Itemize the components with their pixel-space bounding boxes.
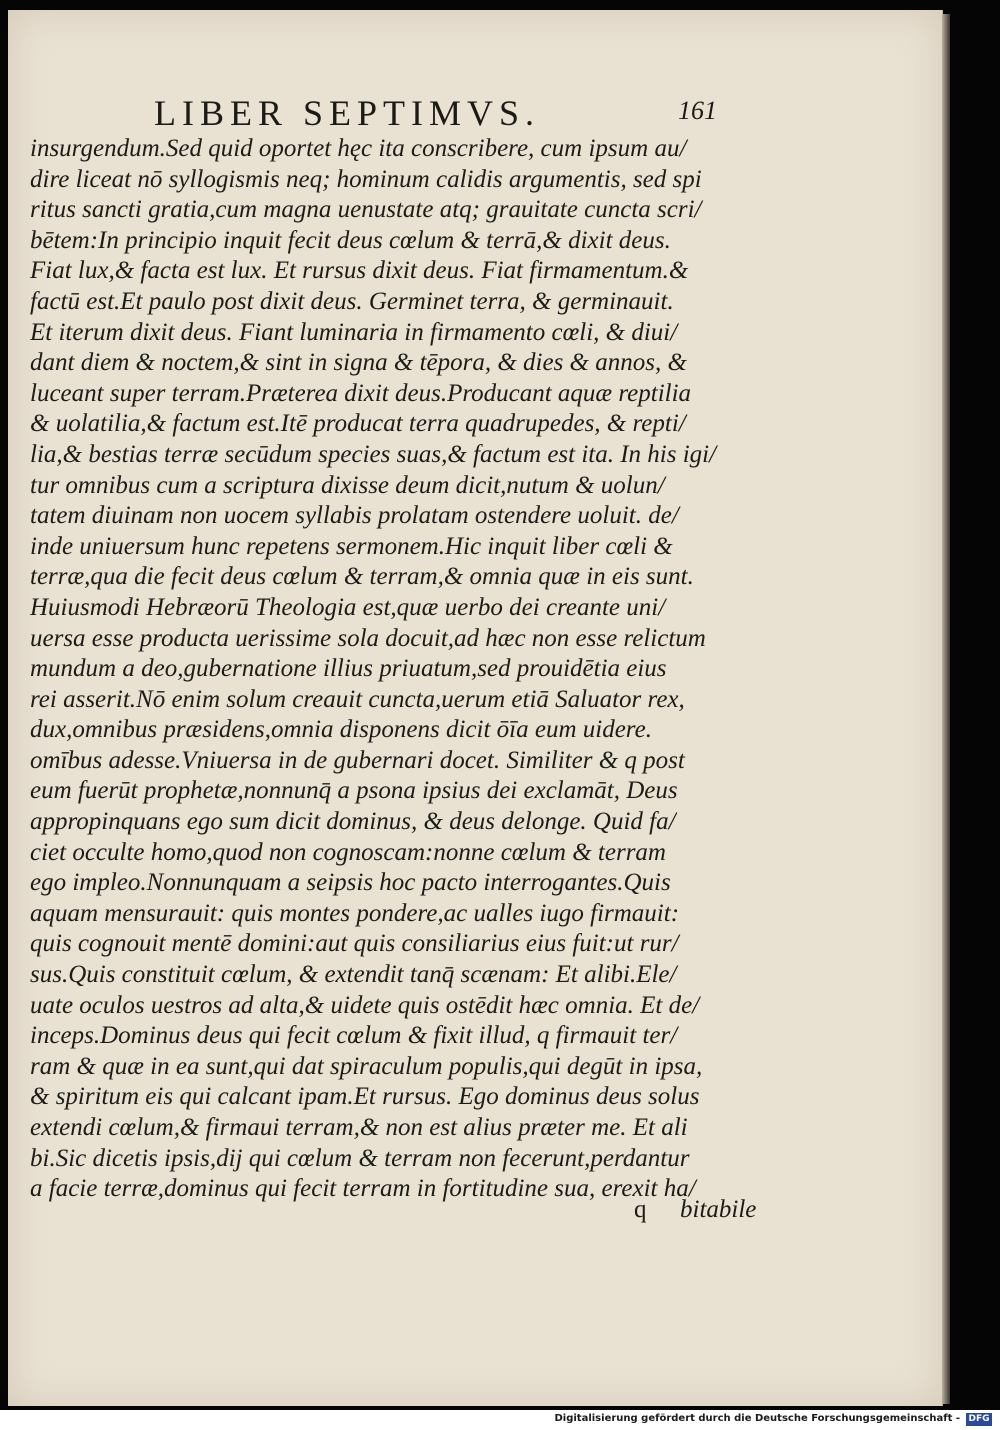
footer-credit: Digitalisierung gefördert durch die Deutsche Forschungsgemeinschaft -	[554, 1413, 960, 1424]
text-line: a facie terræ,dominus qui fecit terram in fortitudine sua, erexit ha/	[30, 1175, 696, 1203]
text-line: ego impleo.Nonnunquam a seipsis hoc pacto interrogantes.Quis	[30, 869, 671, 897]
signature-mark: q	[634, 1196, 647, 1223]
text-line: dire liceat nō syllogismis neq; hominum calidis argumentis, sed spi	[30, 165, 702, 193]
text-line: tatem diuinam non uocem syllabis prolatam ostendere uoluit. de/	[30, 502, 679, 530]
page-header	[8, 92, 942, 132]
text-line: & spiritum eis qui calcant ipam.Et rursus. Ego dominus deus solus	[30, 1083, 700, 1111]
text-line: uersa esse producta uerissime sola docuit,ad hæc non esse relictum	[30, 624, 706, 652]
text-line: Fiat lux,& facta est lux. Et rursus dixit deus. Fiat firmamentum.&	[30, 257, 689, 285]
text-line: terræ,qua die fecit deus cœlum & terram,& omnia quæ in eis sunt.	[30, 563, 694, 591]
text-line: dant diem & noctem,& sint in signa & tēpora, & dies & annos, &	[30, 349, 687, 377]
dfg-logo: DFG	[966, 1413, 992, 1426]
text-line: omībus adesse.Vniuersa in de gubernari docet. Similiter & q post	[30, 746, 685, 774]
text-line: inceps.Dominus deus qui fecit cœlum & fixit illud, q firmauit ter/	[30, 1022, 678, 1050]
text-line: ram & quæ in ea sunt,qui dat spiraculum populis,qui degūt in ipsa,	[30, 1052, 703, 1080]
text-line: Huiusmodi Hebræorū Theologia est,quæ uerbo dei creante uni/	[30, 593, 666, 621]
text-block	[30, 134, 770, 1205]
text-line: Et iterum dixit deus. Fiant luminaria in firmamento cœli, & diui/	[30, 318, 678, 346]
running-head: LIBER SEPTIMVS.	[154, 93, 541, 133]
text-line: tur omnibus cum a scriptura dixisse deum dicit,nutum & uolun/	[30, 471, 665, 499]
text-line: eum fuerūt prophetæ,nonnunq̄ a psona ipsius dei exclamāt, Deus	[30, 777, 678, 805]
text-line: extendi cœlum,& firmaui terram,& non est alius præter me. Et ali	[30, 1114, 688, 1141]
text-line: uate oculos uestros ad alta,& uidete quis ostēdit hæc omnia. Et de/	[30, 991, 700, 1019]
book-page	[8, 10, 943, 1406]
text-line: aquam mensurauit: quis montes pondere,ac ualles iugo firmauit:	[30, 899, 680, 927]
text-line: luceant super terram.Præterea dixit deus.Producant aquæ reptilia	[30, 379, 692, 407]
text-line: bētem:In principio inquit fecit deus cœlum & terrā,& dixit deus.	[30, 226, 671, 254]
catchword: bitabile	[680, 1196, 757, 1223]
text-line: dux,omnibus præsidens,omnia disponens dicit ōīa eum uidere.	[30, 716, 652, 744]
text-line: mundum a deo,gubernatione illius priuatum,sed prouidētia eius	[30, 655, 667, 683]
digitization-footer	[0, 1410, 1000, 1430]
text-line: ciet occulte homo,quod non cognoscam:nonne cœlum & terram	[30, 838, 666, 866]
text-line: lia,& bestias terræ secūdum species suas,& factum est ita. In his igi/	[30, 440, 717, 468]
text-line: & uolatilia,& factum est.Itē producat terra quadrupedes, & repti/	[30, 410, 686, 438]
page-edge	[942, 14, 950, 1404]
text-line: ritus sancti gratia,cum magna uenustate atq; grauitate cuncta scri/	[30, 196, 702, 224]
text-line: appropinquans ego sum dicit dominus, & deus delonge. Quid fa/	[30, 808, 676, 836]
text-line: quis cognouit mentē domini:aut quis consiliarius eius fuit:ut rur/	[30, 930, 679, 958]
text-line: insurgendum.Sed quid oportet hęc ita conscribere, cum ipsum au/	[30, 135, 687, 162]
text-line: bi.Sic dicetis ipsis,dij qui cœlum & terram non fecerunt,perdantur	[30, 1144, 690, 1172]
text-line: sus.Quis constituit cœlum, & extendit tanq̄ scænam: Et alibi.Ele/	[30, 961, 677, 989]
catchword-line	[8, 1196, 942, 1230]
text-line: rei asserit.Nō enim solum creauit cuncta,uerum etiā Saluator rex,	[30, 685, 685, 713]
text-line: factū est.Et paulo post dixit deus. Germinet terra, & germinauit.	[30, 287, 674, 315]
text-line: inde uniuersum hunc repetens sermonem.Hic inquit liber cœli &	[30, 532, 673, 560]
folio-number: 161	[678, 96, 717, 125]
